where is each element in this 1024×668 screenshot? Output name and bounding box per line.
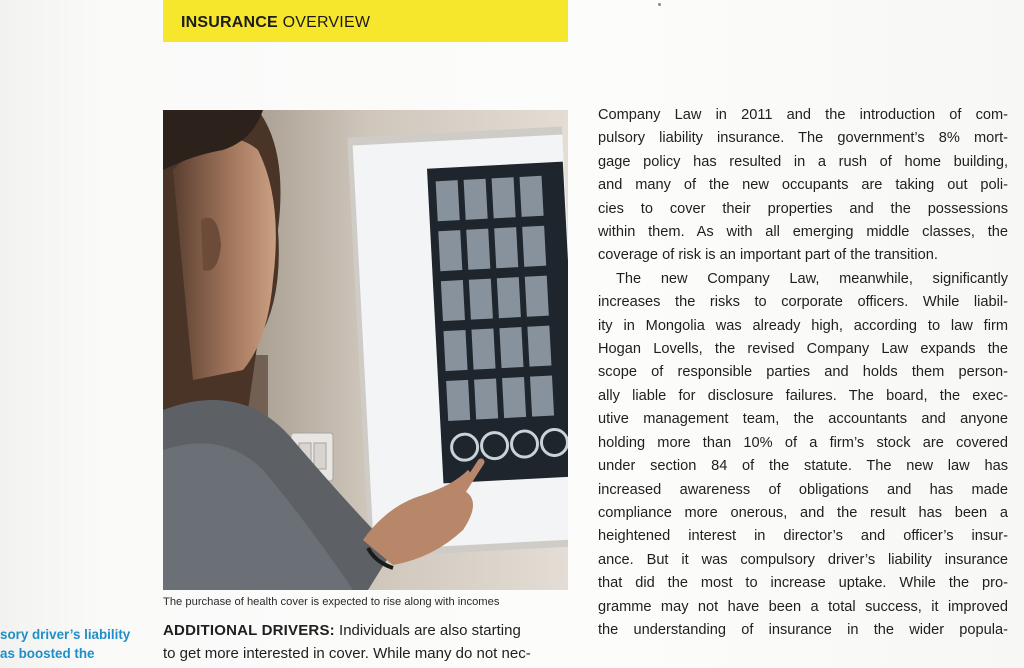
subhead-paragraph-line-1	[163, 620, 568, 642]
body-line: increases the risks to corporate officers. While liabil-	[598, 294, 1008, 311]
section-header	[181, 14, 370, 32]
print-speck	[658, 3, 661, 6]
body-line: scope of responsible parties and holds them person-	[598, 364, 1008, 381]
body-line: gramme may not have been a total success, it improved	[598, 598, 1008, 615]
body-line: under section 84 of the statute. The new law has	[598, 458, 1008, 475]
sidebar-pull-quote	[0, 625, 150, 663]
body-line: ity in Mongolia was already high, according to law firm	[598, 317, 1008, 334]
section-header-band	[163, 0, 568, 42]
body-line: Company Law in 2011 and the introduction of com-	[598, 107, 1008, 123]
body-line: ally liable for disclosure failures. The board, the exec-	[598, 387, 1008, 404]
xray-photo-illustration	[163, 110, 568, 590]
body-line: The new Company Law, meanwhile, significantly	[616, 270, 1008, 287]
figure-caption: The purchase of health cover is expected to rise along with incomes	[163, 596, 500, 608]
section-header-light: OVERVIEW	[282, 14, 371, 31]
body-line: gage policy has resulted in a rush of home building,	[598, 153, 1008, 170]
body-line: holding more than 10% of a firm’s stock are covered	[598, 434, 1008, 451]
body-line: that did the most to increase uptake. While the pro-	[598, 575, 1008, 592]
subhead-line-1-text: Individuals are also starting	[334, 622, 521, 639]
xray-photo	[163, 110, 568, 590]
pull-quote-line: as boosted the	[0, 646, 95, 661]
body-line: cies to cover their properties and the possessions	[598, 200, 1008, 217]
body-line: increased awareness of obligations and has made	[598, 481, 1008, 498]
subhead-lead: ADDITIONAL DRIVERS:	[163, 622, 335, 639]
subhead-paragraph-line-2: to get more interested in cover. While many do not nec-	[163, 645, 531, 662]
body-line: and many of the new occupants are taking out poli-	[598, 177, 1008, 194]
body-line: heightened interest in director’s and officer’s insur-	[598, 528, 1008, 545]
body-line: Hogan Lovells, the revised Company Law expands the	[598, 341, 1008, 358]
body-line: pulsory liability insurance. The government’s 8% mort-	[598, 130, 1008, 147]
body-line: the understanding of insurance in the wider popula-	[598, 621, 1008, 638]
body-text-column	[598, 104, 1008, 642]
body-line: ance. But it was compulsory driver’s liability insurance	[598, 551, 1008, 568]
body-line: utive management team, the accountants and anyone	[598, 411, 1008, 428]
section-header-bold: INSURANCE	[181, 14, 278, 31]
body-line: within them. As with all emerging middle classes, the	[598, 224, 1008, 241]
body-line: compliance more onerous, and the result has been a	[598, 504, 1008, 521]
pull-quote-line: sory driver’s liability	[0, 627, 131, 642]
body-line: coverage of risk is an important part of the transition.	[598, 247, 938, 264]
